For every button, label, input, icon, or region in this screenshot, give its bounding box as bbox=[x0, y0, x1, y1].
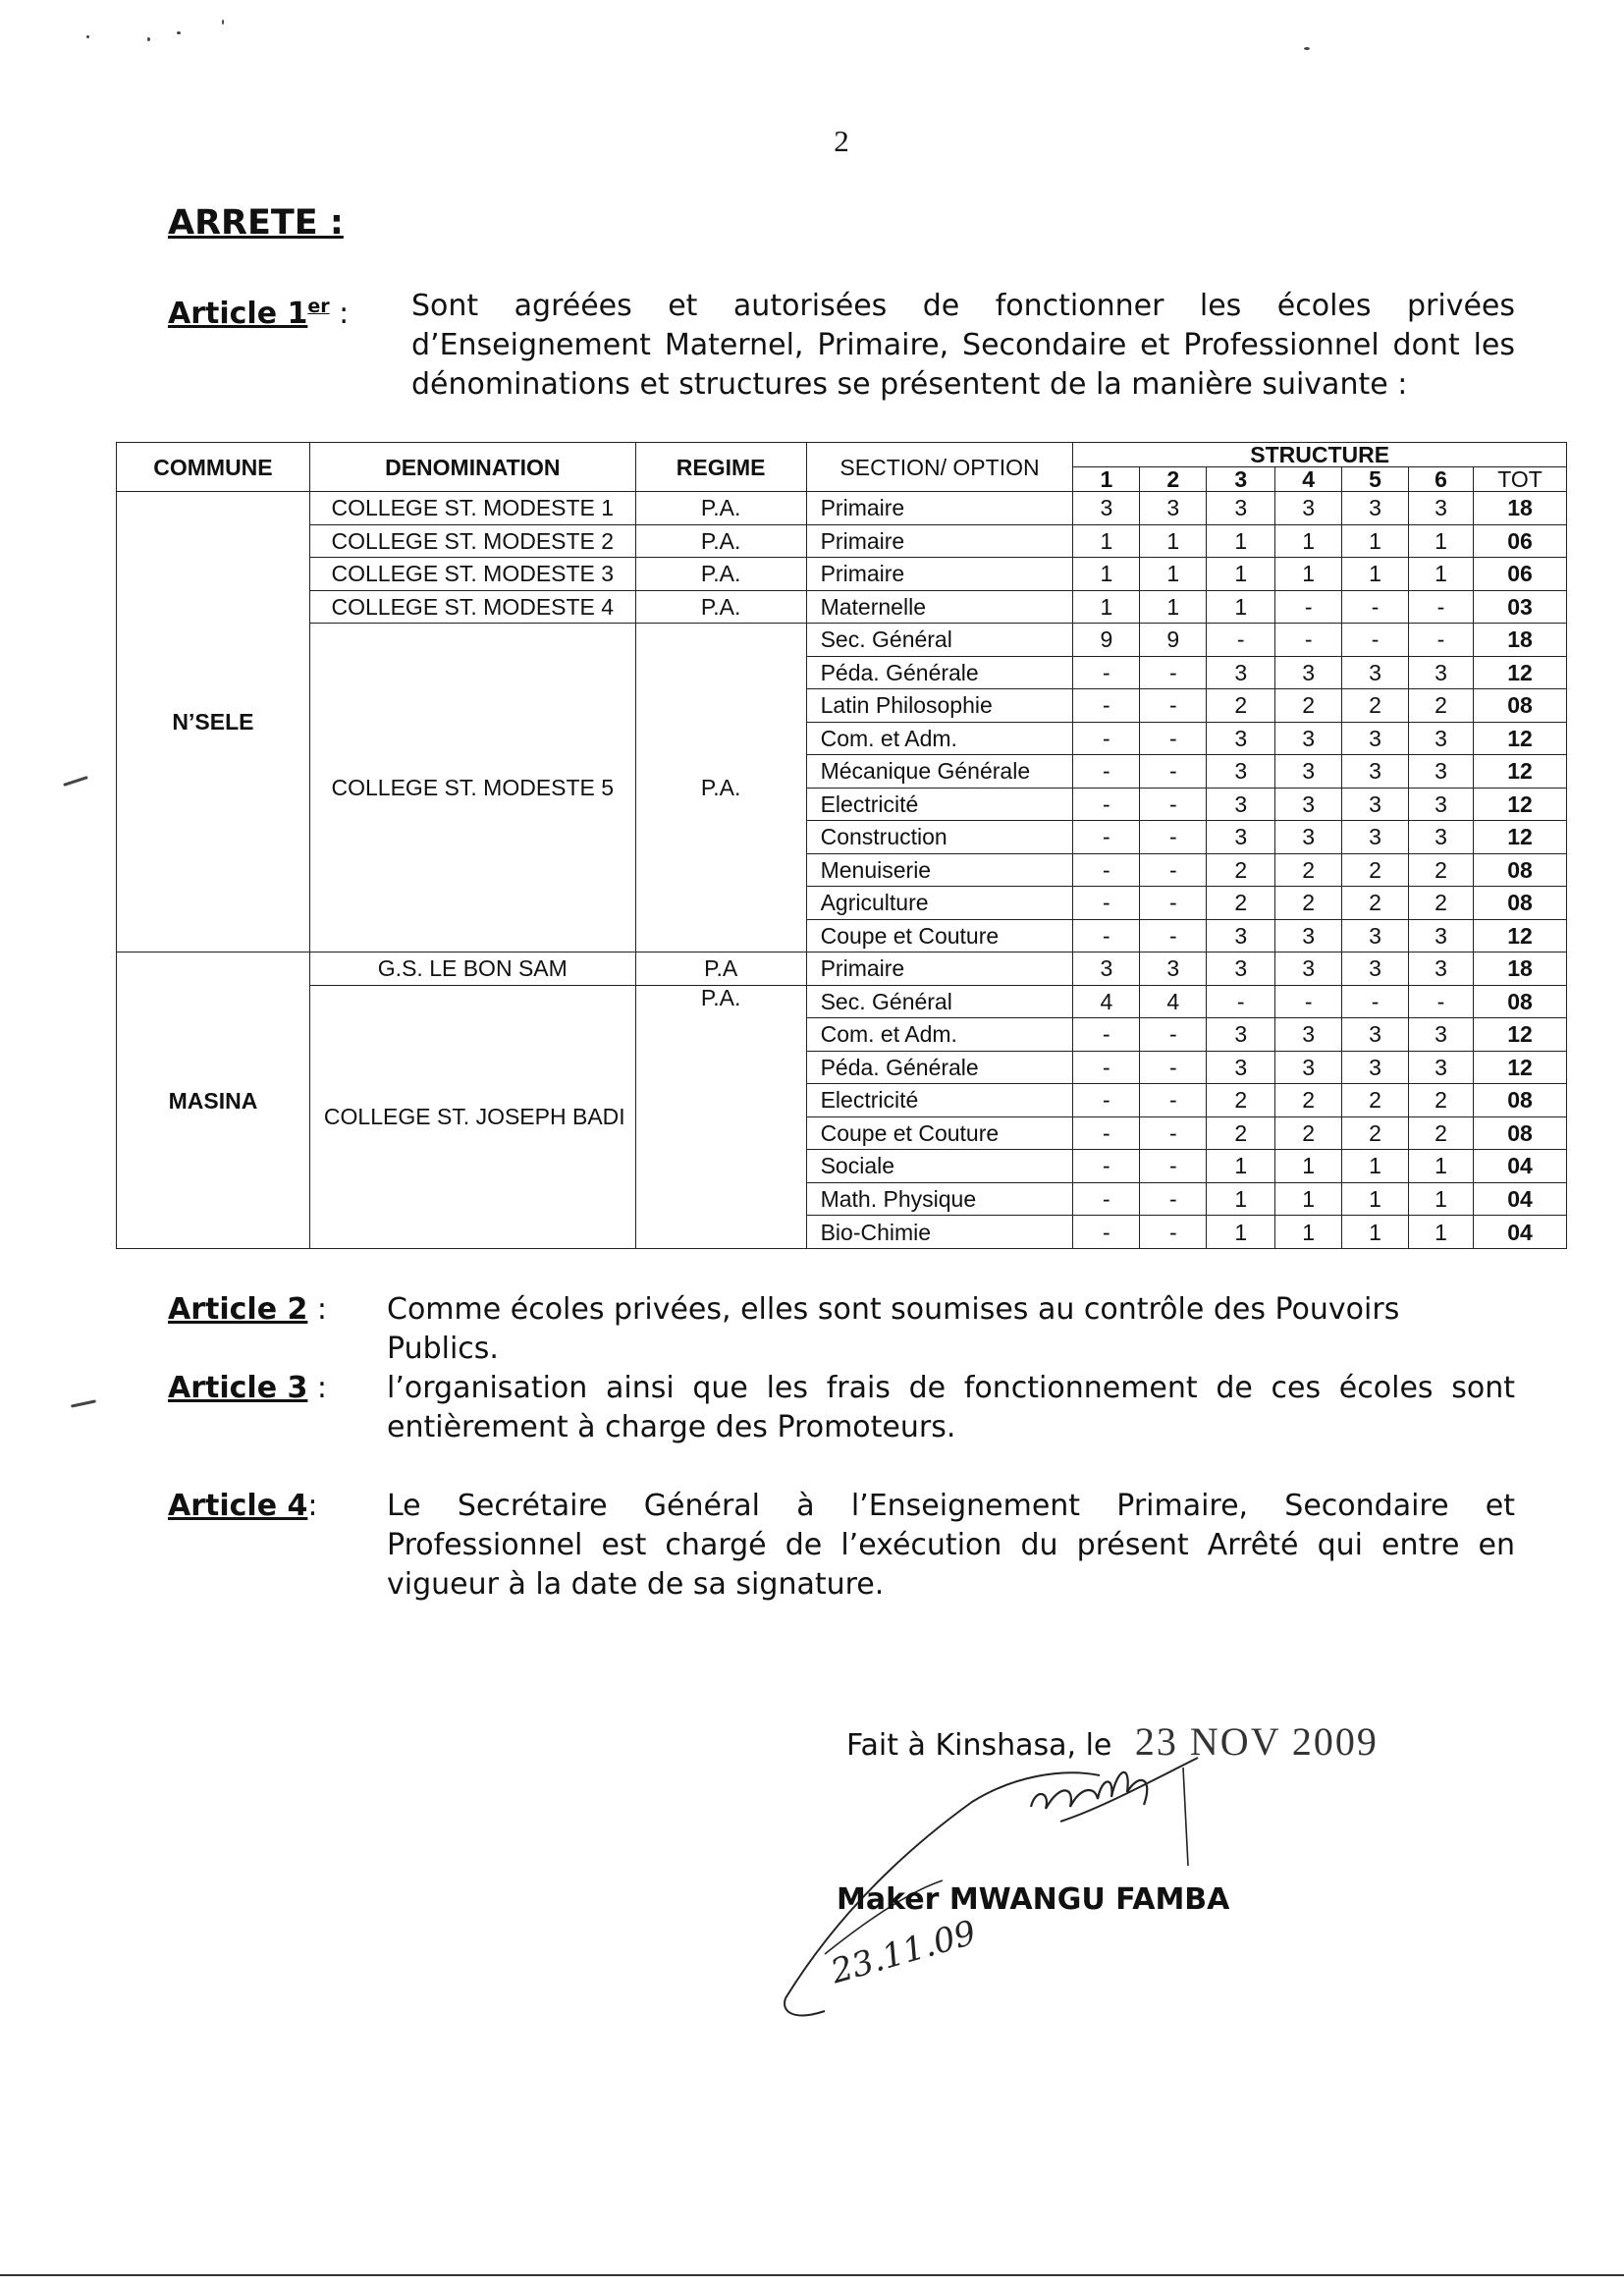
cell-year-2: - bbox=[1140, 689, 1207, 723]
table-row bbox=[117, 492, 1567, 525]
cell-year-3: 2 bbox=[1207, 887, 1275, 920]
cell-total: 12 bbox=[1473, 788, 1566, 821]
cell-year-6: 1 bbox=[1409, 1182, 1474, 1216]
cell-year-5: 1 bbox=[1342, 1216, 1409, 1249]
cell-year-1: - bbox=[1073, 1216, 1140, 1249]
cell-year-6: 3 bbox=[1409, 788, 1474, 821]
cell-total: 18 bbox=[1473, 952, 1566, 986]
cell-year-5: 1 bbox=[1342, 1150, 1409, 1183]
cell-year-2: - bbox=[1140, 656, 1207, 689]
cell-year-1: 3 bbox=[1073, 952, 1140, 986]
cell-year-3: 3 bbox=[1207, 656, 1275, 689]
cell-year-2: - bbox=[1140, 1084, 1207, 1117]
cell-year-5: 3 bbox=[1342, 1018, 1409, 1052]
cell-year-1: - bbox=[1073, 919, 1140, 952]
cell-total: 18 bbox=[1473, 624, 1566, 657]
header-year-3: 3 bbox=[1207, 467, 1275, 492]
cell-year-2: 3 bbox=[1140, 952, 1207, 986]
cell-year-4: 2 bbox=[1275, 887, 1342, 920]
cell-option: Sec. Général bbox=[806, 624, 1073, 657]
article-3-number: Article 3 bbox=[168, 1371, 308, 1405]
cell-year-4: 3 bbox=[1275, 722, 1342, 755]
cell-year-6: 3 bbox=[1409, 656, 1474, 689]
cell-total: 12 bbox=[1473, 755, 1566, 789]
signer-name: Maker MWANGU FAMBA bbox=[837, 1882, 1230, 1917]
scan-speck bbox=[177, 31, 181, 34]
cell-year-4: 1 bbox=[1275, 1182, 1342, 1216]
article-2-number: Article 2 bbox=[168, 1292, 308, 1327]
cell-year-6: 2 bbox=[1409, 1116, 1474, 1150]
cell-year-6: 3 bbox=[1409, 821, 1474, 854]
cell-year-6: 3 bbox=[1409, 1018, 1474, 1052]
cell-year-2: - bbox=[1140, 1018, 1207, 1052]
cell-year-6: 2 bbox=[1409, 1084, 1474, 1117]
cell-year-4: 1 bbox=[1275, 1216, 1342, 1249]
cell-year-2: 1 bbox=[1140, 558, 1207, 591]
cell-option: Com. et Adm. bbox=[806, 1018, 1073, 1052]
cell-year-3: 1 bbox=[1207, 1182, 1275, 1216]
cell-option: Primaire bbox=[806, 524, 1073, 558]
cell-year-5: 3 bbox=[1342, 492, 1409, 525]
cell-year-4: 3 bbox=[1275, 952, 1342, 986]
cell-commune: N’SELE bbox=[117, 492, 310, 952]
cell-year-6: - bbox=[1409, 624, 1474, 657]
cell-option: Mécanique Générale bbox=[806, 755, 1073, 789]
article-2-colon: : bbox=[307, 1292, 328, 1327]
cell-year-5: 3 bbox=[1342, 919, 1409, 952]
cell-year-1: 1 bbox=[1073, 524, 1140, 558]
cell-year-3: 3 bbox=[1207, 722, 1275, 755]
cell-year-6: 3 bbox=[1409, 755, 1474, 789]
cell-year-1: - bbox=[1073, 887, 1140, 920]
cell-year-2: 1 bbox=[1140, 590, 1207, 624]
table-body bbox=[117, 492, 1567, 1249]
header-year-5: 5 bbox=[1342, 467, 1409, 492]
cell-denomination: COLLEGE ST. MODESTE 1 bbox=[309, 492, 635, 525]
cell-year-1: - bbox=[1073, 1182, 1140, 1216]
cell-total: 18 bbox=[1473, 492, 1566, 525]
article-4-label bbox=[168, 1487, 317, 1526]
cell-year-1: 1 bbox=[1073, 558, 1140, 591]
cell-year-1: - bbox=[1073, 1116, 1140, 1150]
cell-total: 12 bbox=[1473, 821, 1566, 854]
cell-year-1: - bbox=[1073, 656, 1140, 689]
cell-year-4: 3 bbox=[1275, 656, 1342, 689]
cell-year-4: 3 bbox=[1275, 788, 1342, 821]
cell-commune: MASINA bbox=[117, 952, 310, 1249]
date-stamp: 23 NOV 2009 bbox=[1134, 1719, 1379, 1764]
cell-year-2: - bbox=[1140, 1150, 1207, 1183]
page-title: ARRETE : bbox=[168, 203, 344, 243]
table-row bbox=[117, 590, 1567, 624]
cell-total: 08 bbox=[1473, 985, 1566, 1018]
cell-year-3: 1 bbox=[1207, 1150, 1275, 1183]
cell-total: 04 bbox=[1473, 1216, 1566, 1249]
cell-year-3: 3 bbox=[1207, 755, 1275, 789]
cell-year-3: 2 bbox=[1207, 1116, 1275, 1150]
cell-regime: P.A. bbox=[635, 985, 806, 1248]
scan-speck bbox=[1304, 47, 1310, 50]
cell-year-5: 2 bbox=[1342, 887, 1409, 920]
cell-year-1: 4 bbox=[1073, 985, 1140, 1018]
bottom-rule bbox=[0, 2274, 1624, 2276]
article-1-number: Article 1 bbox=[168, 297, 308, 331]
cell-regime: P.A. bbox=[635, 558, 806, 591]
cell-total: 06 bbox=[1473, 558, 1566, 591]
cell-year-2: 4 bbox=[1140, 985, 1207, 1018]
header-structure: STRUCTURE bbox=[1073, 443, 1567, 467]
cell-year-3: - bbox=[1207, 985, 1275, 1018]
cell-year-3: 3 bbox=[1207, 1018, 1275, 1052]
cell-option: Electricité bbox=[806, 788, 1073, 821]
cell-year-4: 2 bbox=[1275, 1084, 1342, 1117]
table-row bbox=[117, 558, 1567, 591]
cell-year-4: 2 bbox=[1275, 853, 1342, 887]
cell-year-1: - bbox=[1073, 788, 1140, 821]
article-1-label bbox=[168, 287, 349, 334]
cell-regime: P.A bbox=[635, 952, 806, 986]
cell-year-4: 3 bbox=[1275, 1018, 1342, 1052]
cell-year-2: - bbox=[1140, 853, 1207, 887]
cell-year-4: 3 bbox=[1275, 755, 1342, 789]
cell-year-6: 2 bbox=[1409, 887, 1474, 920]
cell-denomination: COLLEGE ST. MODESTE 5 bbox=[309, 624, 635, 952]
article-1 bbox=[168, 287, 1515, 405]
cell-year-4: 2 bbox=[1275, 1116, 1342, 1150]
article-4-colon: : bbox=[307, 1489, 318, 1523]
cell-year-6: 2 bbox=[1409, 689, 1474, 723]
cell-year-1: - bbox=[1073, 1018, 1140, 1052]
cell-year-5: - bbox=[1342, 985, 1409, 1018]
cell-denomination: COLLEGE ST. JOSEPH BADI bbox=[309, 985, 635, 1248]
cell-year-6: 1 bbox=[1409, 558, 1474, 591]
cell-year-5: 3 bbox=[1342, 656, 1409, 689]
cell-year-3: 2 bbox=[1207, 1084, 1275, 1117]
cell-option: Sec. Général bbox=[806, 985, 1073, 1018]
cell-year-3: 2 bbox=[1207, 853, 1275, 887]
table-row bbox=[117, 624, 1567, 657]
header-year-1: 1 bbox=[1073, 467, 1140, 492]
cell-year-2: 3 bbox=[1140, 492, 1207, 525]
cell-year-1: - bbox=[1073, 821, 1140, 854]
page-number: 2 bbox=[834, 124, 849, 158]
article-2 bbox=[168, 1290, 1515, 1366]
cell-year-4: 3 bbox=[1275, 919, 1342, 952]
cell-option: Coupe et Couture bbox=[806, 1116, 1073, 1150]
cell-year-6: 3 bbox=[1409, 722, 1474, 755]
article-4-number: Article 4 bbox=[168, 1489, 308, 1523]
cell-total: 12 bbox=[1473, 1051, 1566, 1084]
cell-year-5: 3 bbox=[1342, 722, 1409, 755]
cell-year-5: 1 bbox=[1342, 524, 1409, 558]
cell-year-4: 3 bbox=[1275, 492, 1342, 525]
cell-option: Bio-Chimie bbox=[806, 1216, 1073, 1249]
cell-option: Primaire bbox=[806, 952, 1073, 986]
header-commune: COMMUNE bbox=[117, 443, 310, 492]
cell-year-2: - bbox=[1140, 1216, 1207, 1249]
scan-speck bbox=[63, 776, 88, 787]
article-3-text: l’organisation ainsi que les frais de fonctionnement de ces écoles sont entièrement à charge des Promoteurs. bbox=[387, 1371, 1515, 1444]
scan-speck bbox=[147, 37, 150, 41]
cell-year-4: 3 bbox=[1275, 1051, 1342, 1084]
cell-year-3: 3 bbox=[1207, 919, 1275, 952]
cell-year-6: 3 bbox=[1409, 492, 1474, 525]
place-line: Fait à Kinshasa, le bbox=[846, 1728, 1112, 1763]
cell-year-2: - bbox=[1140, 1116, 1207, 1150]
cell-year-3: 3 bbox=[1207, 788, 1275, 821]
cell-option: Péda. Générale bbox=[806, 1051, 1073, 1084]
cell-year-1: 9 bbox=[1073, 624, 1140, 657]
cell-year-3: 2 bbox=[1207, 689, 1275, 723]
cell-year-4: - bbox=[1275, 985, 1342, 1018]
cell-year-5: 3 bbox=[1342, 1051, 1409, 1084]
cell-option: Primaire bbox=[806, 558, 1073, 591]
cell-year-5: 2 bbox=[1342, 1084, 1409, 1117]
scan-speck bbox=[71, 1399, 96, 1407]
cell-year-4: 3 bbox=[1275, 821, 1342, 854]
cell-year-1: - bbox=[1073, 722, 1140, 755]
cell-year-5: 1 bbox=[1342, 558, 1409, 591]
cell-year-6: 1 bbox=[1409, 1150, 1474, 1183]
cell-year-2: 1 bbox=[1140, 524, 1207, 558]
cell-year-3: 1 bbox=[1207, 590, 1275, 624]
cell-option: Math. Physique bbox=[806, 1182, 1073, 1216]
cell-year-6: - bbox=[1409, 985, 1474, 1018]
cell-year-3: 3 bbox=[1207, 952, 1275, 986]
cell-denomination: COLLEGE ST. MODESTE 4 bbox=[309, 590, 635, 624]
article-3-colon: : bbox=[307, 1371, 328, 1405]
cell-year-3: 1 bbox=[1207, 524, 1275, 558]
article-3 bbox=[168, 1369, 1515, 1447]
cell-year-6: 3 bbox=[1409, 919, 1474, 952]
cell-year-5: 2 bbox=[1342, 1116, 1409, 1150]
schools-structure-table bbox=[116, 442, 1567, 1249]
article-4 bbox=[168, 1487, 1515, 1605]
cell-year-4: 1 bbox=[1275, 1150, 1342, 1183]
article-2-text: Comme écoles privées, elles sont soumises au contrôle des Pouvoirs Publics. bbox=[387, 1292, 1400, 1366]
cell-denomination: COLLEGE ST. MODESTE 3 bbox=[309, 558, 635, 591]
scan-speck bbox=[86, 35, 89, 38]
cell-total: 06 bbox=[1473, 524, 1566, 558]
cell-year-3: - bbox=[1207, 624, 1275, 657]
cell-year-4: - bbox=[1275, 624, 1342, 657]
cell-year-2: - bbox=[1140, 919, 1207, 952]
cell-year-5: 2 bbox=[1342, 853, 1409, 887]
article-4-text: Le Secrétaire Général à l’Enseignement Primaire, Secondaire et Professionnel est chargé de l’exécution du présent Arrêté qui entre en vigueur à la date de sa signature. bbox=[387, 1489, 1515, 1602]
cell-year-2: - bbox=[1140, 887, 1207, 920]
cell-year-4: 1 bbox=[1275, 524, 1342, 558]
cell-year-3: 3 bbox=[1207, 1051, 1275, 1084]
article-1-colon: : bbox=[329, 297, 350, 331]
cell-year-6: 3 bbox=[1409, 952, 1474, 986]
article-2-label bbox=[168, 1290, 327, 1330]
cell-year-6: 2 bbox=[1409, 853, 1474, 887]
cell-option: Maternelle bbox=[806, 590, 1073, 624]
cell-option: Construction bbox=[806, 821, 1073, 854]
header-total: TOT bbox=[1473, 467, 1566, 492]
header-regime: REGIME bbox=[635, 443, 806, 492]
cell-total: 04 bbox=[1473, 1182, 1566, 1216]
cell-year-1: - bbox=[1073, 1084, 1140, 1117]
header-year-2: 2 bbox=[1140, 467, 1207, 492]
handwritten-date: 23.11.09 bbox=[827, 1913, 981, 1992]
cell-option: Electricité bbox=[806, 1084, 1073, 1117]
cell-total: 12 bbox=[1473, 722, 1566, 755]
cell-regime: P.A. bbox=[635, 492, 806, 525]
cell-option: Menuiserie bbox=[806, 853, 1073, 887]
cell-denomination: G.S. LE BON SAM bbox=[309, 952, 635, 986]
cell-option: Péda. Générale bbox=[806, 656, 1073, 689]
cell-total: 03 bbox=[1473, 590, 1566, 624]
cell-year-2: - bbox=[1140, 755, 1207, 789]
cell-total: 04 bbox=[1473, 1150, 1566, 1183]
cell-year-3: 1 bbox=[1207, 558, 1275, 591]
cell-year-1: - bbox=[1073, 689, 1140, 723]
cell-year-5: 2 bbox=[1342, 689, 1409, 723]
table-row bbox=[117, 524, 1567, 558]
cell-option: Primaire bbox=[806, 492, 1073, 525]
cell-year-5: 1 bbox=[1342, 1182, 1409, 1216]
header-year-4: 4 bbox=[1275, 467, 1342, 492]
cell-option: Sociale bbox=[806, 1150, 1073, 1183]
article-3-label bbox=[168, 1369, 327, 1408]
cell-year-2: - bbox=[1140, 722, 1207, 755]
cell-year-1: - bbox=[1073, 755, 1140, 789]
cell-year-5: - bbox=[1342, 624, 1409, 657]
header-denomination: DENOMINATION bbox=[309, 443, 635, 492]
cell-year-4: 1 bbox=[1275, 558, 1342, 591]
cell-year-1: 1 bbox=[1073, 590, 1140, 624]
cell-year-5: 3 bbox=[1342, 821, 1409, 854]
cell-year-3: 1 bbox=[1207, 1216, 1275, 1249]
cell-year-5: 3 bbox=[1342, 952, 1409, 986]
cell-year-5: - bbox=[1342, 590, 1409, 624]
cell-total: 08 bbox=[1473, 887, 1566, 920]
cell-year-4: 2 bbox=[1275, 689, 1342, 723]
scan-speck bbox=[222, 20, 224, 25]
cell-option: Coupe et Couture bbox=[806, 919, 1073, 952]
header-year-6: 6 bbox=[1409, 467, 1474, 492]
table-row bbox=[117, 985, 1567, 1018]
table-row bbox=[117, 952, 1567, 986]
cell-year-2: - bbox=[1140, 1051, 1207, 1084]
cell-total: 08 bbox=[1473, 1084, 1566, 1117]
cell-option: Com. et Adm. bbox=[806, 722, 1073, 755]
cell-year-5: 3 bbox=[1342, 755, 1409, 789]
cell-year-2: - bbox=[1140, 821, 1207, 854]
cell-option: Agriculture bbox=[806, 887, 1073, 920]
cell-year-1: - bbox=[1073, 853, 1140, 887]
cell-year-1: 3 bbox=[1073, 492, 1140, 525]
cell-year-5: 3 bbox=[1342, 788, 1409, 821]
cell-year-6: 3 bbox=[1409, 1051, 1474, 1084]
cell-year-2: - bbox=[1140, 1182, 1207, 1216]
cell-year-2: 9 bbox=[1140, 624, 1207, 657]
cell-year-1: - bbox=[1073, 1051, 1140, 1084]
article-1-text: Sont agréées et autorisées de fonctionner les écoles privées d’Enseignement Maternel, Primaire, Secondaire et Professionnel dont les dénominations et structures se présentent de la manière suivante : bbox=[411, 289, 1515, 402]
cell-year-3: 3 bbox=[1207, 821, 1275, 854]
cell-year-3: 3 bbox=[1207, 492, 1275, 525]
cell-year-6: 1 bbox=[1409, 1216, 1474, 1249]
cell-total: 08 bbox=[1473, 689, 1566, 723]
cell-total: 12 bbox=[1473, 1018, 1566, 1052]
cell-total: 12 bbox=[1473, 919, 1566, 952]
cell-year-2: - bbox=[1140, 788, 1207, 821]
cell-total: 12 bbox=[1473, 656, 1566, 689]
cell-year-6: - bbox=[1409, 590, 1474, 624]
cell-regime: P.A. bbox=[635, 590, 806, 624]
cell-regime: P.A. bbox=[635, 524, 806, 558]
cell-year-6: 1 bbox=[1409, 524, 1474, 558]
cell-total: 08 bbox=[1473, 1116, 1566, 1150]
cell-regime: P.A. bbox=[635, 624, 806, 952]
cell-denomination: COLLEGE ST. MODESTE 2 bbox=[309, 524, 635, 558]
cell-year-1: - bbox=[1073, 1150, 1140, 1183]
cell-option: Latin Philosophie bbox=[806, 689, 1073, 723]
cell-total: 08 bbox=[1473, 853, 1566, 887]
article-1-superscript: er bbox=[307, 296, 330, 317]
header-section-option: SECTION/ OPTION bbox=[806, 443, 1073, 492]
cell-year-4: - bbox=[1275, 590, 1342, 624]
